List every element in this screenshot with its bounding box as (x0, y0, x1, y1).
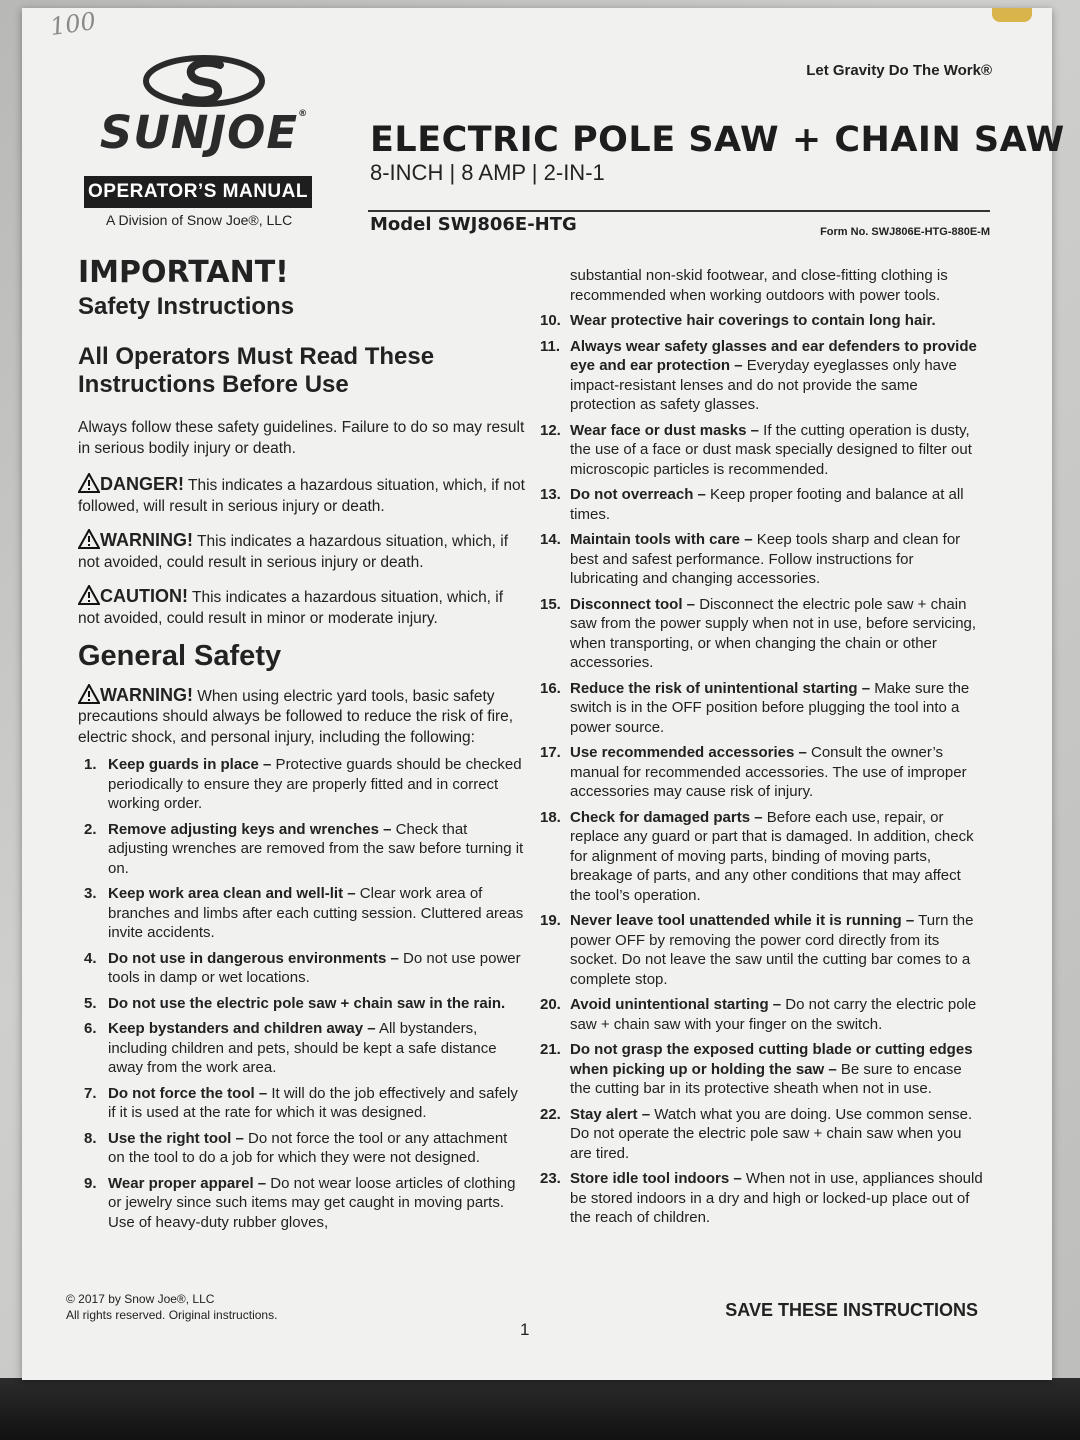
list-item: 17. Use recommended accessories – Consult the owner’s manual for recommended accessories. The use of improper accessories may cause risk of injury. (540, 744, 967, 800)
caution-signal (78, 584, 528, 630)
list-item: 16. Reduce the risk of unintentional starting – Make sure the switch is in the OFF position before plugging the tool into a power source. (540, 679, 970, 736)
list-item: 18. Check for damaged parts – Before each use, repair, or replace any guard or part that is damaged. In addition, check for alignment of moving parts, binding of moving parts, breakage of parts, and any other conditions that may affect the tool’s operation. (540, 808, 974, 904)
list-item: 7. Do not force the tool – It will do the job effectively and safely if it is used at the rate for which it was designed. (84, 1084, 518, 1122)
general-safety-list (78, 755, 528, 1232)
right-column (540, 266, 985, 1234)
copyright-line: © 2017 by Snow Joe®, LLC (66, 1292, 215, 1306)
list-item: 10. Wear protective hair coverings to contain long hair. (540, 312, 936, 329)
tagline: Let Gravity Do The Work® (806, 62, 992, 79)
document-title: ELECTRIC POLE SAW + CHAIN SAW (370, 120, 1065, 160)
general-warning-text: When using electric yard tools, basic safety precautions should always be followed to reduce the risk of fire, electric shock, and personal injury, including the following: (78, 687, 514, 747)
list-item: 20. Avoid unintentional starting – Do not carry the electric pole saw + chain saw with your finger on the switch. (540, 996, 977, 1033)
list-item: 3. Keep work area clean and well-lit – Clear work area of branches and limbs after each cutting session. Cluttered areas invite accidents. (84, 885, 524, 942)
list-item: 8. Use the right tool – Do not force the tool or any attachment on the tool to do a job for which they were not designed. (84, 1129, 508, 1167)
warning-triangle-icon (78, 473, 100, 493)
background-shadow (0, 1378, 1080, 1440)
item-9-continuation: substantial non-skid footwear, and close-fitting clothing is recommended when working outdoors with power tools. (570, 267, 948, 304)
list-item: 9. Wear proper apparel – Do not wear loose articles of clothing or jewelry since such items may get caught in moving parts. Use of heavy-duty rubber gloves, (84, 1174, 516, 1231)
brand-name: SUNJOE® (99, 106, 309, 159)
handwritten-note: 100 (48, 6, 98, 42)
rights-line: All rights reserved. Original instructions. (66, 1307, 278, 1322)
copyright (66, 1292, 277, 1323)
list-item: 6. Keep bystanders and children away – All bystanders, including children and pets, should be kept a safe distance away from the work area. (84, 1020, 497, 1077)
list-item: 4. Do not use in dangerous environments – Do not use power tools in damp or wet locations. (84, 949, 521, 987)
list-item: 22. Stay alert – Watch what you are doing. Use common sense. Do not operate the electric pole saw + chain saw when you are tired. (540, 1105, 973, 1162)
general-safety-heading: General Safety (78, 639, 282, 672)
caution-text: This indicates a hazardous situation, which, if not avoided, could result in minor or moderate injury. (78, 588, 504, 627)
document-subtitle: 8-INCH | 8 AMP | 2-IN-1 (370, 160, 605, 185)
list-item: 12. Wear face or dust masks – If the cutting operation is dusty, the use of a face or dust mask specially designed to filter out microscopic particles is recommended. (540, 421, 972, 478)
list-item: 2. Remove adjusting keys and wrenches – Check that adjusting wrenches are removed from the saw before turning it on. (84, 820, 524, 877)
general-warning (78, 683, 528, 750)
left-column (78, 256, 528, 1238)
header-rule (368, 210, 990, 212)
danger-text: This indicates a hazardous situation, which, if not followed, will result in serious injury or death. (78, 477, 525, 515)
list-item: 14. Maintain tools with care – Keep tools sharp and clean for best and safest performance. Follow instructions for lubricating and changing accessories. (540, 531, 961, 587)
form-number: Form No. SWJ806E-HTG-880E-M (820, 226, 990, 238)
danger-word: DANGER! (100, 474, 184, 495)
list-item: 5. Do not use the electric pole saw + chain saw in the rain. (84, 994, 506, 1012)
list-item: 1. Keep guards in place – Protective guards should be checked periodically to ensure they are properly fitted and in correct working order. (84, 756, 522, 813)
sunjoe-logo-icon (88, 54, 320, 108)
page-number: 1 (520, 1320, 530, 1339)
warning-triangle-icon (78, 529, 100, 549)
general-safety-list-continued (540, 311, 985, 1228)
warning-triangle-icon (78, 585, 100, 605)
important-heading: IMPORTANT! (78, 255, 289, 290)
list-item: 13. Do not overreach – Keep proper footing and balance at all times. (540, 486, 964, 523)
danger-signal (78, 472, 528, 518)
general-warning-word: WARNING! (100, 684, 193, 705)
sunjoe-logo (88, 54, 320, 159)
list-item: 15. Disconnect tool – Disconnect the electric pole saw + chain saw from the power supply when not in use, before servicing, when transporting, or when changing the chain or other accessories. (540, 595, 977, 671)
safety-instructions-heading: Safety Instructions (78, 293, 295, 320)
division-text: A Division of Snow Joe®, LLC (106, 212, 293, 228)
warning-text: This indicates a hazardous situation, which, if not avoided, could result in serious injury or death. (78, 532, 509, 571)
warning-word: WARNING! (100, 529, 193, 550)
save-instructions: SAVE THESE INSTRUCTIONS (725, 1300, 978, 1320)
intro-text: Always follow these safety guidelines. Failure to do so may result in serious bodily injury or death. (78, 419, 525, 458)
manual-page (22, 6, 1065, 1380)
operators-manual-label: OPERATOR’S MANUAL (84, 176, 312, 208)
list-item: 23. Store idle tool indoors – When not in use, appliances should be stored indoors in a dry and high or locked-up place out of the reach of children. (540, 1170, 983, 1226)
list-item: 19. Never leave tool unattended while it is running – Turn the power OFF by removing the power cord directly from its socket. Do not leave the saw until the cutting bar comes to a complete stop. (540, 912, 974, 988)
warning-signal (78, 528, 528, 574)
all-operators-heading: All Operators Must Read These Instructions Before Use (78, 343, 435, 398)
caution-word: CAUTION! (100, 585, 188, 606)
model-number: Model SWJ806E-HTG (370, 214, 577, 235)
list-item: 21. Do not grasp the exposed cutting blade or cutting edges when picking up or holding the saw – Be sure to encase the cutting bar in its protective sheath when not in use. (540, 1041, 973, 1097)
warning-triangle-icon (78, 684, 100, 704)
paper-corner-tab (992, 8, 1032, 22)
list-item: 11. Always wear safety glasses and ear defenders to provide eye and ear protection – Everyday eyeglasses only have impact-resistant lenses and do not provide the same protection as safety glasses. (540, 337, 977, 413)
